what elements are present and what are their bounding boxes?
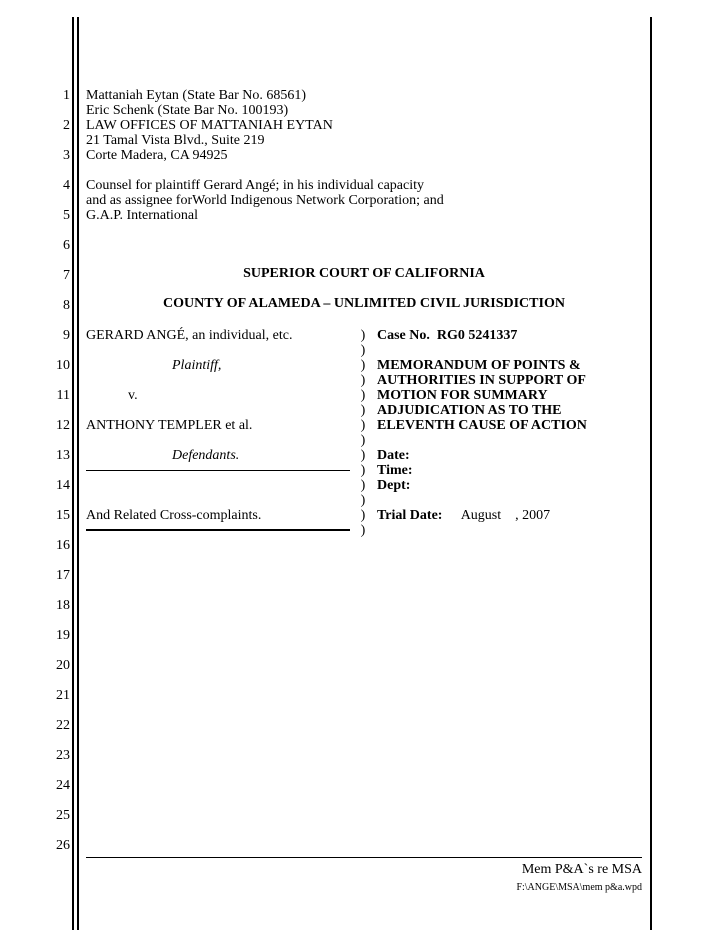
paren-mark: ) (360, 493, 366, 508)
paren-mark: ) (360, 358, 366, 373)
line-number: 24 (56, 778, 70, 793)
line-number: 4 (63, 178, 70, 193)
document-title-line: AUTHORITIES IN SUPPORT OF (377, 373, 586, 388)
line-number: 16 (56, 538, 70, 553)
line-number: 11 (56, 388, 70, 403)
attorney-line: Eric Schenk (State Bar No. 100193) (86, 103, 289, 118)
versus-label: v. (128, 388, 138, 403)
line-number: 18 (56, 598, 70, 613)
counsel-line: G.A.P. International (86, 208, 198, 223)
hearing-dept-label: Dept: (377, 478, 411, 493)
line-number: 21 (56, 688, 70, 703)
plaintiff-role: Plaintiff, (172, 358, 222, 373)
line-number: 10 (56, 358, 70, 373)
hearing-date-label: Date: (377, 448, 410, 463)
line-number: 19 (56, 628, 70, 643)
line-number: 9 (63, 328, 70, 343)
line-number: 1 (63, 88, 70, 103)
plaintiff-name: GERARD ANGÉ, an individual, etc. (86, 328, 293, 343)
footer-title: Mem P&A`s re MSA (521, 862, 642, 877)
document-title-line: MEMORANDUM OF POINTS & (377, 358, 581, 373)
paren-mark: ) (360, 343, 366, 358)
attorney-line: Mattaniah Eytan (State Bar No. 68561) (86, 88, 307, 103)
line-number: 12 (56, 418, 70, 433)
attorney-line: Corte Madera, CA 94925 (86, 148, 228, 163)
paren-mark: ) (360, 523, 366, 538)
cross-complaints: And Related Cross-complaints. (86, 508, 262, 523)
line-number: 17 (56, 568, 70, 583)
defendant-role: Defendants. (172, 448, 240, 463)
paren-mark: ) (360, 433, 366, 448)
right-margin-rule (650, 17, 652, 930)
defendant-name: ANTHONY TEMPLER et al. (86, 418, 253, 433)
line-number: 20 (56, 658, 70, 673)
line-number: 5 (63, 208, 70, 223)
paren-mark: ) (360, 328, 366, 343)
line-number: 22 (56, 718, 70, 733)
footer-file-path: F:\ANGE\MSA\mem p&a.wpd (516, 882, 642, 893)
paren-mark: ) (360, 448, 366, 463)
counsel-line: Counsel for plaintiff Gerard Angé; in his individual capacity (86, 178, 424, 193)
paren-mark: ) (360, 373, 366, 388)
paren-mark: ) (360, 478, 366, 493)
document-title-line: ELEVENTH CAUSE OF ACTION (377, 418, 587, 433)
attorney-line: LAW OFFICES OF MATTANIAH EYTAN (86, 118, 333, 133)
line-number: 25 (56, 808, 70, 823)
line-number: 2 (63, 118, 70, 133)
line-number: 7 (63, 268, 70, 283)
document-title-line: ADJUDICATION AS TO THE (377, 403, 562, 418)
hearing-time-label: Time: (377, 463, 413, 478)
trial-date (377, 508, 550, 523)
caption-rule (86, 470, 350, 471)
trial-date-value: August , 2007 (460, 508, 551, 523)
footer-rule (86, 857, 642, 858)
line-number: 26 (56, 838, 70, 853)
attorney-line: 21 Tamal Vista Blvd., Suite 219 (86, 133, 265, 148)
document-title-line: MOTION FOR SUMMARY (377, 388, 548, 403)
line-number: 8 (63, 298, 70, 313)
left-margin-rule-outer (72, 17, 74, 930)
line-number: 23 (56, 748, 70, 763)
line-number: 6 (63, 238, 70, 253)
left-margin-rule-inner (77, 17, 79, 930)
paren-mark: ) (360, 388, 366, 403)
case-number-label: Case No. (377, 328, 430, 343)
court-name: SUPERIOR COURT OF CALIFORNIA (243, 266, 485, 281)
trial-date-label: Trial Date: (377, 508, 443, 523)
line-number: 14 (56, 478, 70, 493)
line-number: 13 (56, 448, 70, 463)
paren-mark: ) (360, 508, 366, 523)
case-number (377, 328, 517, 343)
paren-mark: ) (360, 403, 366, 418)
case-number-value: RG0 5241337 (436, 328, 518, 343)
court-county: COUNTY OF ALAMEDA – UNLIMITED CIVIL JURISDICTION (163, 296, 565, 311)
line-number: 15 (56, 508, 70, 523)
caption-rule (86, 529, 350, 531)
paren-mark: ) (360, 418, 366, 433)
line-number: 3 (63, 148, 70, 163)
counsel-line: and as assignee forWorld Indigenous Network Corporation; and (86, 193, 444, 208)
paren-mark: ) (360, 463, 366, 478)
